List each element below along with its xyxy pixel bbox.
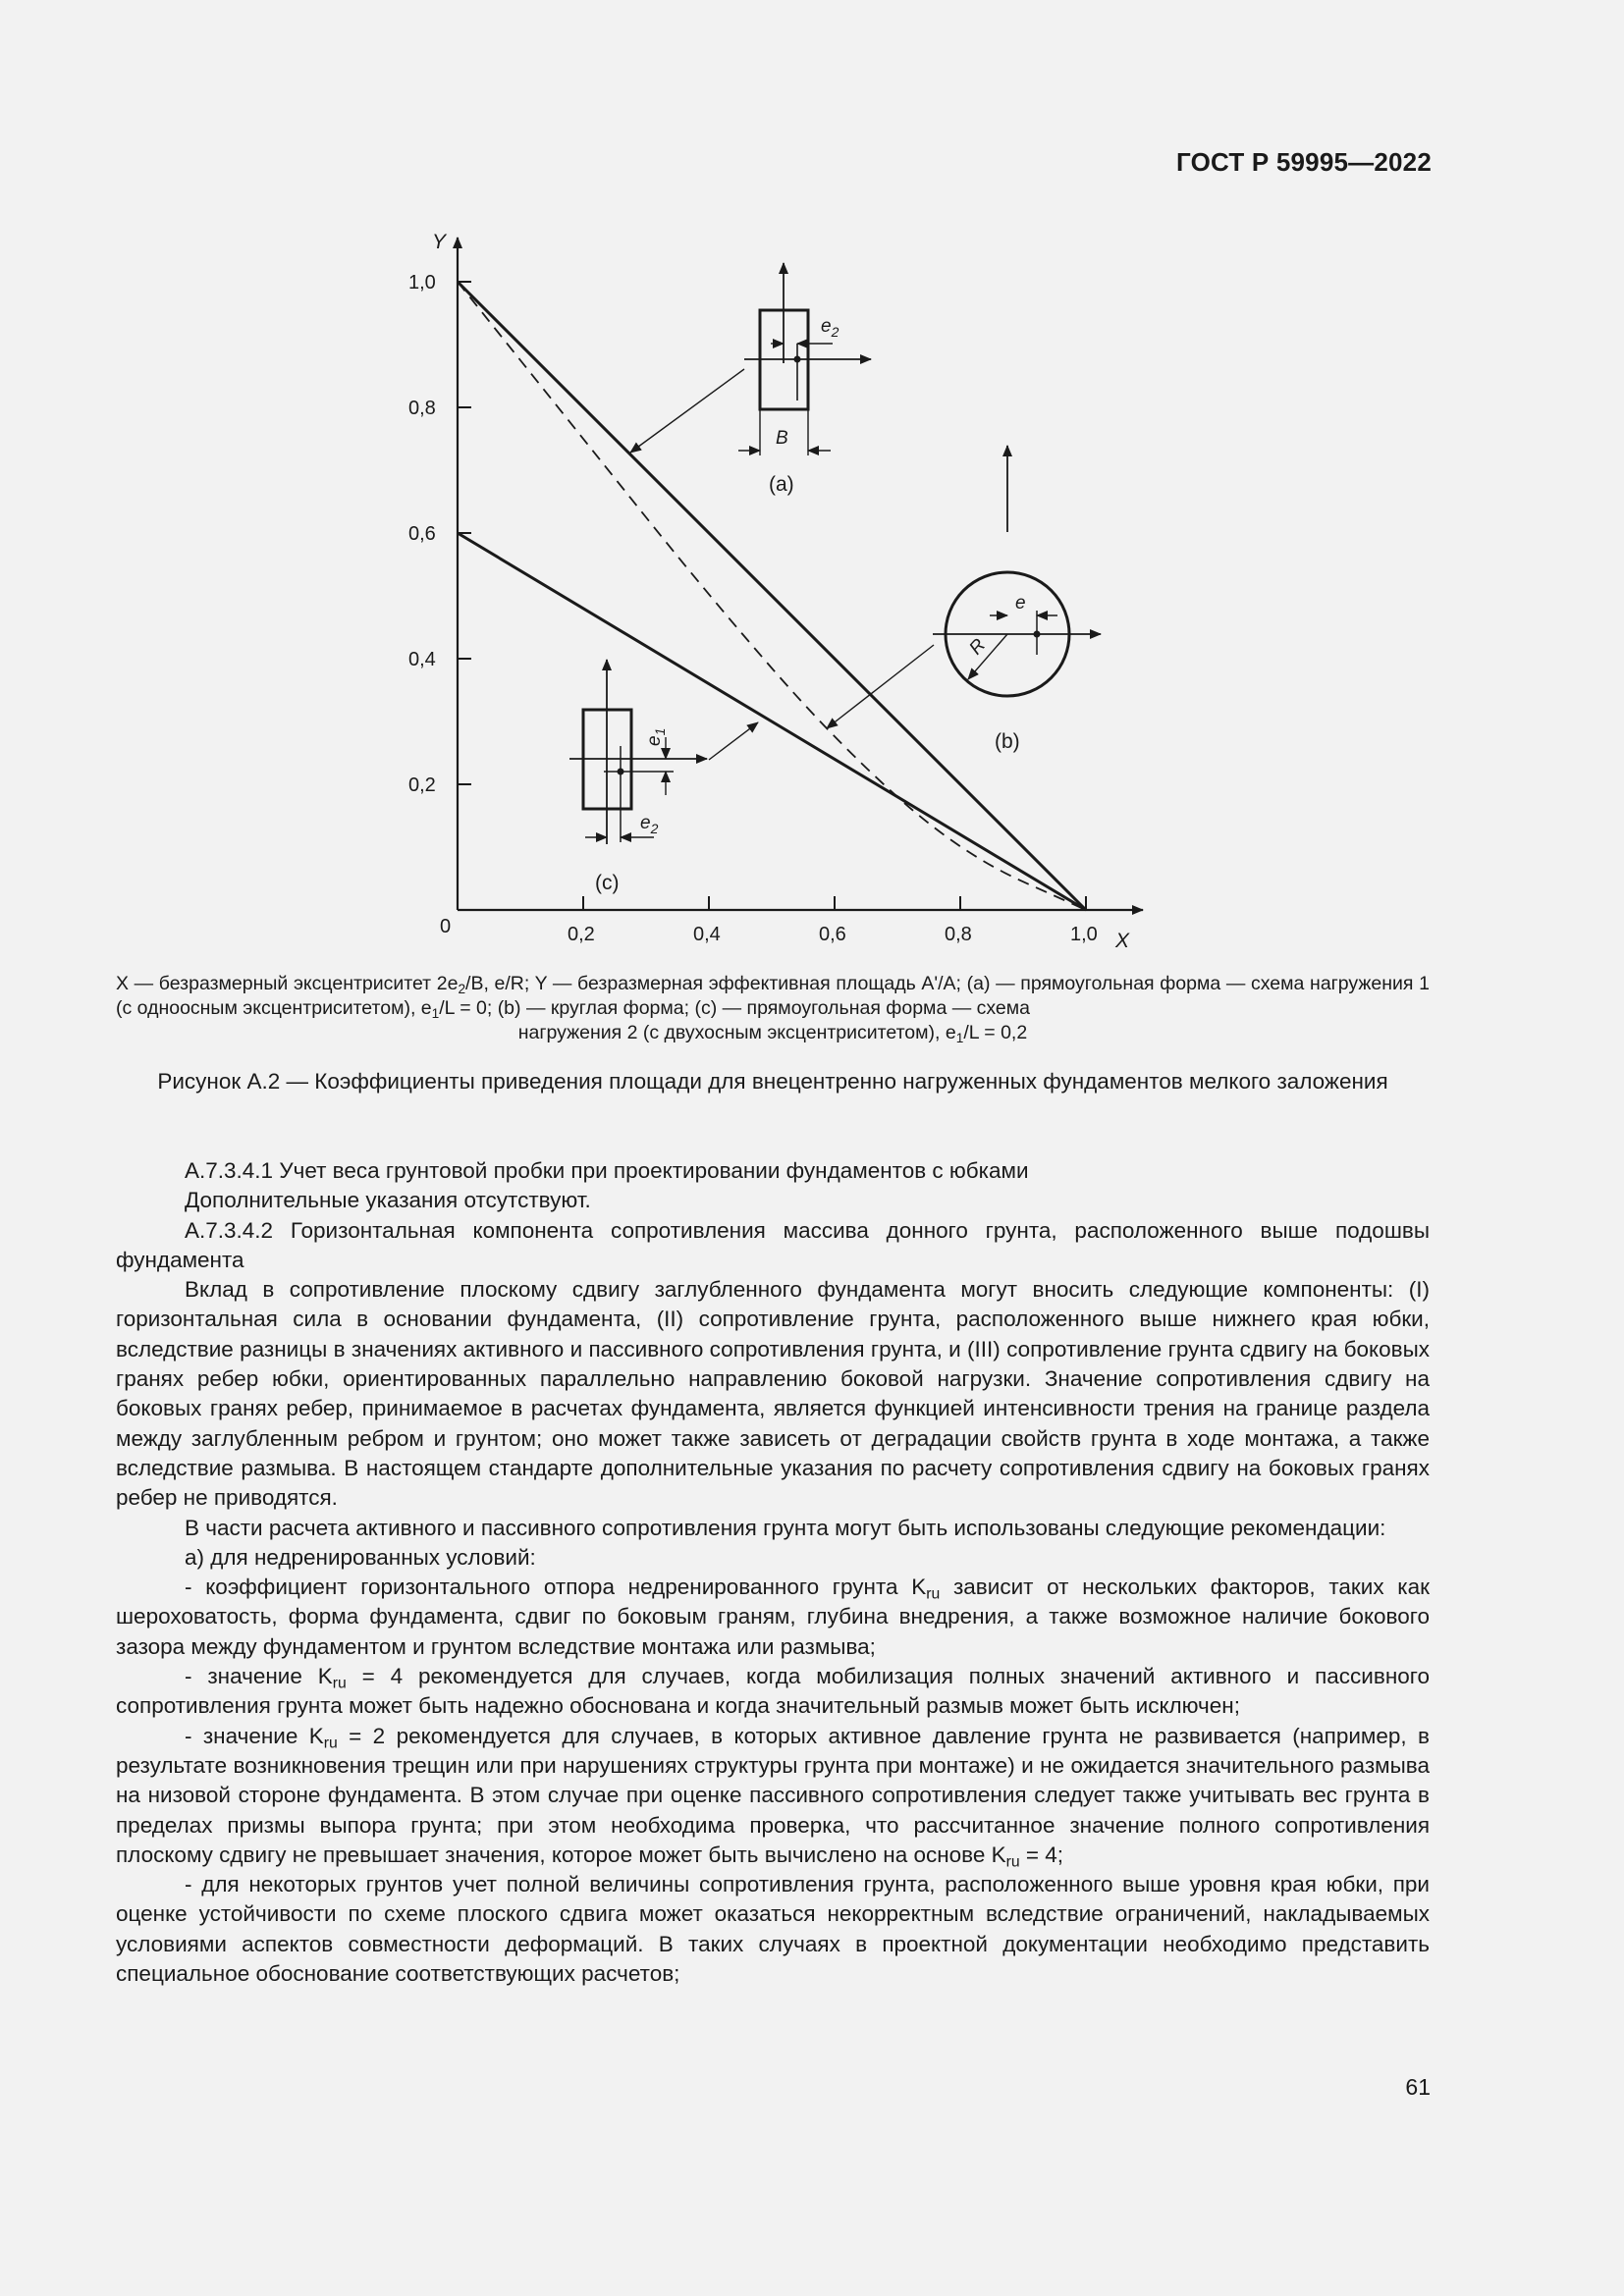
figure-caption: Рисунок А.2 — Коэффициенты приведения площади для внецентренно нагруженных фундаментов мелкого заложения [157, 1069, 1388, 1094]
series-line-a [458, 282, 1086, 910]
y-tick-label: 1,0 [408, 272, 436, 294]
x-tick-label: 0,8 [945, 924, 972, 945]
list-item-kru-factors: - коэффициент горизонтального отпора недренированного грунта $K_{ru}$ зависит от нескольких факторов, таких как шероховатость, форма фундамента, сдвиг по боковым граням, глубина внедрения, а также возможное наличие бокового зазора между фундаментом и грунтом вследствие монтажа или размыва; [116, 1575, 1431, 1659]
inset-a-load-point [794, 356, 801, 363]
chart-svg [373, 216, 1159, 962]
x-tick-label: 0,2 [568, 924, 595, 945]
leader-b [827, 645, 934, 728]
inset-a-b-label: B [776, 428, 788, 449]
x-axis-label: X [1115, 930, 1130, 952]
y-axis-label: Y [432, 231, 447, 253]
y-tick-label: 0,2 [408, 774, 436, 796]
paragraph-a7341: А.7.3.4.1 Учет веса грунтовой пробки при проектировании фундаментов с юбками [185, 1158, 1029, 1183]
paragraph-a7342: А.7.3.4.2 Горизонтальная компонента сопротивления массива донного грунта, расположенного выше подошвы фундамента [116, 1217, 1430, 1272]
origin-label: 0 [440, 916, 452, 937]
inset-a-e2-label: $e_2$ [821, 316, 839, 340]
y-tick-label: 0,4 [408, 649, 436, 670]
x-tick-label: 0,4 [693, 924, 721, 945]
leader-c [709, 722, 758, 760]
y-tick-label: 0,6 [408, 523, 436, 545]
y-tick-label: 0,8 [408, 398, 436, 419]
label-c: (c) [595, 872, 620, 894]
label-a: (a) [769, 473, 794, 496]
inset-b-circle-diagram [827, 446, 1101, 753]
inset-b-load-point [1034, 631, 1041, 638]
body-text [116, 1156, 1430, 1989]
paragraph-no-guidance: Дополнительные указания отсутствуют. [185, 1188, 591, 1213]
paragraph-contribution: Вклад в сопротивление плоскому сдвигу заглубленного фундамента могут вносить следующие компоненты: (I) горизонтальная сила в основании фундамента, (II) сопротивление грунта, расположенного выше нижнего края юбки, вследствие разницы в значениях активного и пассивного сопротивления грунта, и (III) сопротивление грунта сдвигу на боковых гранях ребер юбки, ориентированных параллельно направлению боковой нагрузки. Значение сопротивления сдвигу на боковых гранях ребер, принимаемое в расчетах фундамента, является функцией интенсивности трения на границе раздела между заглубленным ребром и грунтом; оно может также зависеть от деградации свойств грунта в ходе монтажа, а также вследствие размыва. В настоящем стандарте дополнительные указания по расчету сопротивления сдвигу на боковых гранях ребер не приводятся. [116, 1277, 1430, 1511]
figure-area-reduction-chart [373, 216, 1159, 962]
legend-line-1: X — безразмерный эксцентриситет $2e_2/B$, e/R; Y — безразмерная эффективная площадь A'/A; (a) — прямоугольная форма — схема нагружения 1 (с одноосным эксцентриситетом), $e_1/L = 0$; (b) — круглая форма; (c) — прямоугольная форма — схема [116, 973, 1430, 1022]
list-item-kru-4: - значение $K_{ru} = 4$ рекомендуется для случаев, когда мобилизация полных значений активного и пассивного сопротивления грунта может быть надежно обоснована и когда значительный размыв может быть исключен; [116, 1664, 1430, 1719]
list-item-kru-2: - значение $K_{ru} = 2$ рекомендуется для случаев, в которых активное давление грунта не развивается (например, в результате возникновения трещин или при нарушениях структуры грунта при монтаже) и не ожидается значительного размыва на низовой стороне фундамента. В этом случае при оценке пассивного сопротивления следует также учитывать вес грунта в пределах призмы выпора грунта; при этом необходима проверка, что рассчитанное значение полного сопротивления плоскому сдвигу не превышает значения, которое может быть вычислено на основе $K_{ru} = 4$; [116, 1723, 1430, 1871]
inset-b-r-label: R [965, 634, 991, 660]
list-item-some-soils: - для некоторых грунтов учет полной величины сопротивления грунта, расположенного выше уровня края юбки, при оценке устойчивости по схеме плоского сдвига может оказаться некорректным вследствие ограничений, накладываемых условиями аспектов совместности деформаций. В таких случаях в проектной документации необходимо представить специальное обоснование соответствующих расчетов; [116, 1872, 1430, 1987]
list-item-undrained: а) для недренированных условий: [185, 1544, 536, 1570]
legend-line-2: нагружения 2 (с двухосным эксцентриситетом), $e_1/L = 0,2$ [517, 1022, 1028, 1046]
x-tick-label: 0,6 [819, 924, 846, 945]
label-b: (b) [995, 730, 1020, 753]
paragraph-recommendations: В части расчета активного и пассивного сопротивления грунта могут быть использованы следующие рекомендации: [185, 1515, 1386, 1540]
inset-c-load-point [618, 769, 624, 775]
document-header: ГОСТ Р 59995—2022 [1176, 147, 1432, 177]
series-line-c [458, 533, 1086, 910]
inset-c-e2-label: $e_2$ [640, 813, 659, 836]
inset-a-rectangle-diagram [630, 263, 871, 496]
x-tick-label: 1,0 [1070, 924, 1098, 945]
leader-a [630, 369, 744, 453]
figure-legend [116, 972, 1430, 1045]
page-number: 61 [1405, 2074, 1431, 2100]
inset-c-e1-label: $e_1$ [644, 727, 668, 746]
inset-b-e-label: e [1015, 593, 1026, 614]
